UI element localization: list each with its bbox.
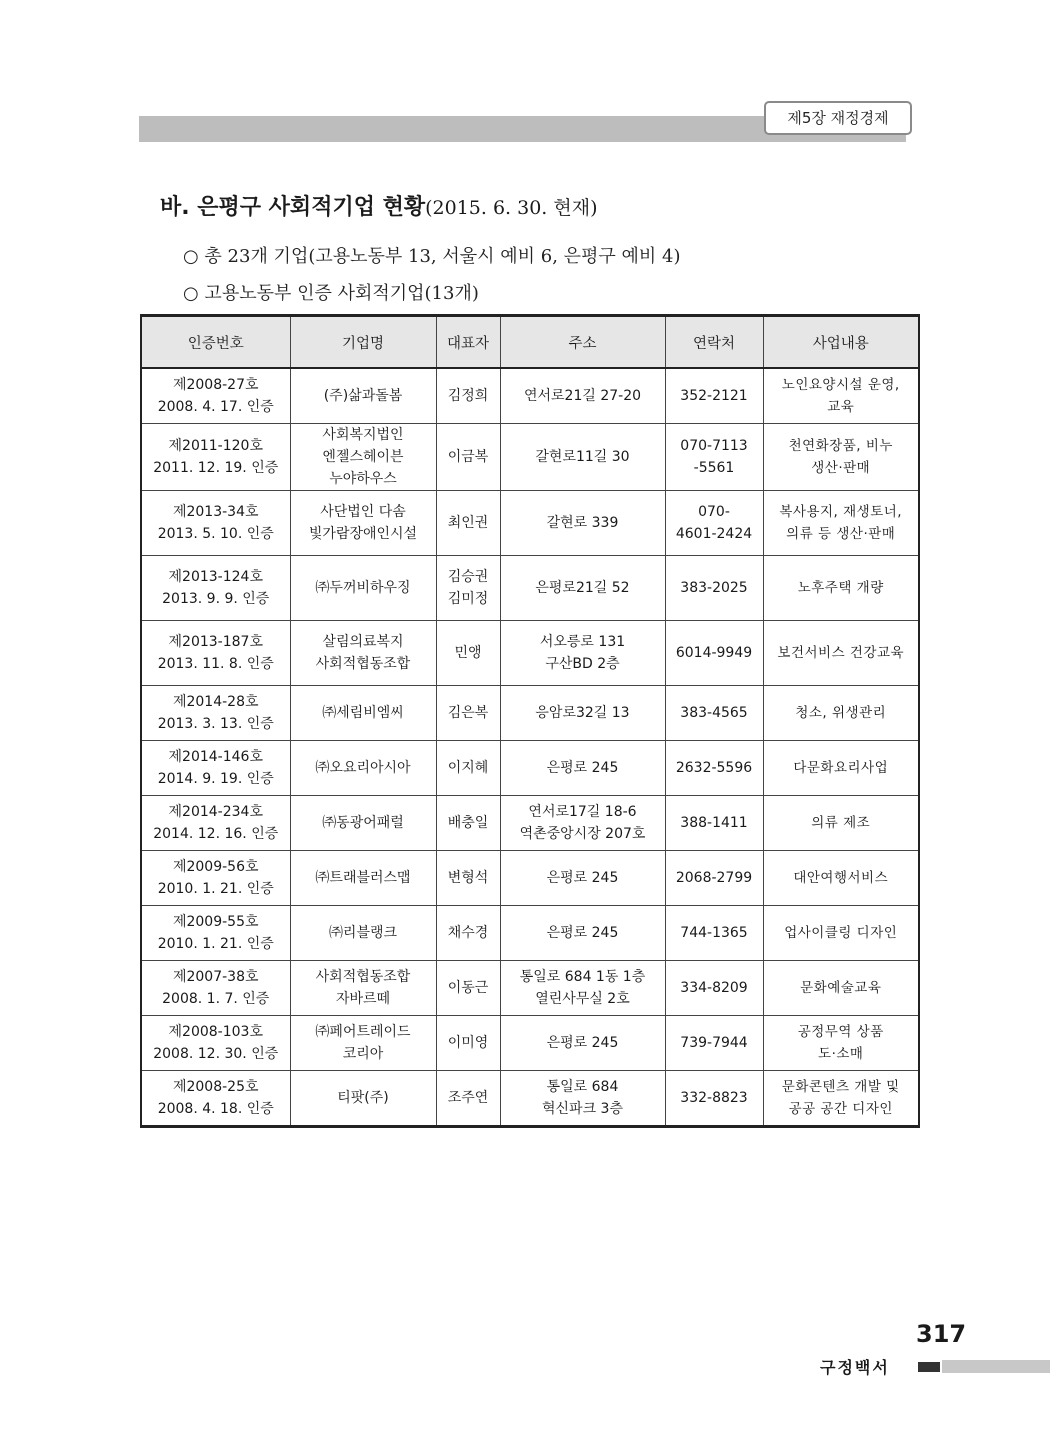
representative-cell: 민앵 [436, 621, 500, 686]
company-cell: ㈜세림비엠씨 [290, 686, 436, 741]
table-row [141, 741, 919, 796]
table-header-row [141, 316, 919, 369]
cert-number-cell: 제2013-34호 2013. 5. 10. 인증 [141, 491, 290, 556]
col-header: 연락처 [665, 316, 763, 369]
table-row [141, 851, 919, 906]
address-cell: 갈현로 339 [500, 491, 665, 556]
address-cell: 은평로 245 [500, 906, 665, 961]
representative-cell: 변형석 [436, 851, 500, 906]
business-cell: 업사이클링 디자인 [763, 906, 919, 961]
cert-number-cell: 제2008-27호 2008. 4. 17. 인증 [141, 368, 290, 424]
address-cell: 서오릉로 131 구산BD 2층 [500, 621, 665, 686]
company-cell: ㈜두꺼비하우징 [290, 556, 436, 621]
company-cell: 사회적협동조합 자바르떼 [290, 961, 436, 1016]
contact-cell: 070- 4601-2424 [665, 491, 763, 556]
contact-cell: 332-8823 [665, 1071, 763, 1127]
business-cell: 의류 제조 [763, 796, 919, 851]
chapter-tab: 제5장 재정경제 [764, 101, 912, 135]
contact-cell: 383-2025 [665, 556, 763, 621]
cert-number-cell: 제2014-234호 2014. 12. 16. 인증 [141, 796, 290, 851]
address-cell: 연서로17길 18-6 역촌중앙시장 207호 [500, 796, 665, 851]
address-cell: 은평로 245 [500, 741, 665, 796]
representative-cell: 이지혜 [436, 741, 500, 796]
company-cell: 사단법인 다솜 빛가람장애인시설 [290, 491, 436, 556]
cert-number-cell: 제2007-38호 2008. 1. 7. 인증 [141, 961, 290, 1016]
table-row [141, 424, 919, 491]
contact-cell: 388-1411 [665, 796, 763, 851]
representative-cell: 채수경 [436, 906, 500, 961]
book-title: 구정백서 [820, 1358, 890, 1377]
page-number: 317 [916, 1320, 967, 1348]
table-row [141, 906, 919, 961]
representative-cell: 배충일 [436, 796, 500, 851]
col-header: 대표자 [436, 316, 500, 369]
table-row [141, 796, 919, 851]
company-cell: ㈜페어트레이드 코리아 [290, 1016, 436, 1071]
table-row [141, 368, 919, 424]
representative-cell: 김정희 [436, 368, 500, 424]
contact-cell: 2068-2799 [665, 851, 763, 906]
address-cell: 연서로21길 27-20 [500, 368, 665, 424]
table-row [141, 686, 919, 741]
company-cell: ㈜리블랭크 [290, 906, 436, 961]
cert-number-cell: 제2013-187호 2013. 11. 8. 인증 [141, 621, 290, 686]
representative-cell: 김은복 [436, 686, 500, 741]
company-cell: ㈜트래블러스맵 [290, 851, 436, 906]
contact-cell: 2632-5596 [665, 741, 763, 796]
contact-cell: 070-7113 -5561 [665, 424, 763, 491]
table-row [141, 1071, 919, 1127]
table-row [141, 556, 919, 621]
representative-cell: 최인권 [436, 491, 500, 556]
representative-cell: 조주연 [436, 1071, 500, 1127]
table-row [141, 1016, 919, 1071]
section-title: 바. 은평구 사회적기업 현황 [160, 195, 426, 220]
company-cell: 살림의료복지 사회적협동조합 [290, 621, 436, 686]
contact-cell: 383-4565 [665, 686, 763, 741]
table-row [141, 621, 919, 686]
section-heading [160, 190, 598, 221]
business-cell: 노후주택 개량 [763, 556, 919, 621]
contact-cell: 744-1365 [665, 906, 763, 961]
address-cell: 은평로 245 [500, 851, 665, 906]
business-cell: 복사용지, 재생토너, 의류 등 생산·판매 [763, 491, 919, 556]
address-cell: 통일로 684 혁신파크 3층 [500, 1071, 665, 1127]
bullet-certified: ○ 고용노동부 인증 사회적기업(13개) [183, 283, 479, 304]
company-cell: ㈜오요리아시아 [290, 741, 436, 796]
company-cell: 사회복지법인 엔젤스헤이븐 누야하우스 [290, 424, 436, 491]
business-cell: 문화예술교육 [763, 961, 919, 1016]
contact-cell: 334-8209 [665, 961, 763, 1016]
representative-cell: 이미영 [436, 1016, 500, 1071]
contact-cell: 6014-9949 [665, 621, 763, 686]
company-cell: 티팟(주) [290, 1071, 436, 1127]
address-cell: 은평로 245 [500, 1016, 665, 1071]
business-cell: 다문화요리사업 [763, 741, 919, 796]
cert-number-cell: 제2008-25호 2008. 4. 18. 인증 [141, 1071, 290, 1127]
address-cell: 은평로21길 52 [500, 556, 665, 621]
business-cell: 청소, 위생관리 [763, 686, 919, 741]
col-header: 기업명 [290, 316, 436, 369]
social-enterprise-table [140, 314, 920, 1128]
cert-number-cell: 제2008-103호 2008. 12. 30. 인증 [141, 1016, 290, 1071]
col-header: 주소 [500, 316, 665, 369]
business-cell: 문화콘텐츠 개발 및 공공 공간 디자인 [763, 1071, 919, 1127]
company-cell: ㈜동광어패럴 [290, 796, 436, 851]
cert-number-cell: 제2009-56호 2010. 1. 21. 인증 [141, 851, 290, 906]
cert-number-cell: 제2014-28호 2013. 3. 13. 인증 [141, 686, 290, 741]
business-cell: 천연화장품, 비누 생산·판매 [763, 424, 919, 491]
address-cell: 응암로32길 13 [500, 686, 665, 741]
address-cell: 갈현로11길 30 [500, 424, 665, 491]
bullet-total: ○ 총 23개 기업(고용노동부 13, 서울시 예비 6, 은평구 예비 4) [183, 246, 681, 267]
cert-number-cell: 제2009-55호 2010. 1. 21. 인증 [141, 906, 290, 961]
footer-bar-light [942, 1360, 1050, 1373]
company-cell: (주)삶과돌봄 [290, 368, 436, 424]
table-row [141, 961, 919, 1016]
business-cell: 보건서비스 건강교육 [763, 621, 919, 686]
representative-cell: 김승권 김미정 [436, 556, 500, 621]
table-row [141, 491, 919, 556]
business-cell: 공정무역 상품 도·소매 [763, 1016, 919, 1071]
representative-cell: 이금복 [436, 424, 500, 491]
footer-bar-dark [918, 1362, 940, 1372]
cert-number-cell: 제2011-120호 2011. 12. 19. 인증 [141, 424, 290, 491]
cert-number-cell: 제2013-124호 2013. 9. 9. 인증 [141, 556, 290, 621]
contact-cell: 739-7944 [665, 1016, 763, 1071]
business-cell: 노인요양시설 운영, 교육 [763, 368, 919, 424]
address-cell: 통일로 684 1동 1층 열린사무실 2호 [500, 961, 665, 1016]
section-date: (2015. 6. 30. 현재) [425, 197, 598, 219]
representative-cell: 이동근 [436, 961, 500, 1016]
col-header: 인증번호 [141, 316, 290, 369]
col-header: 사업내용 [763, 316, 919, 369]
cert-number-cell: 제2014-146호 2014. 9. 19. 인증 [141, 741, 290, 796]
contact-cell: 352-2121 [665, 368, 763, 424]
business-cell: 대안여행서비스 [763, 851, 919, 906]
